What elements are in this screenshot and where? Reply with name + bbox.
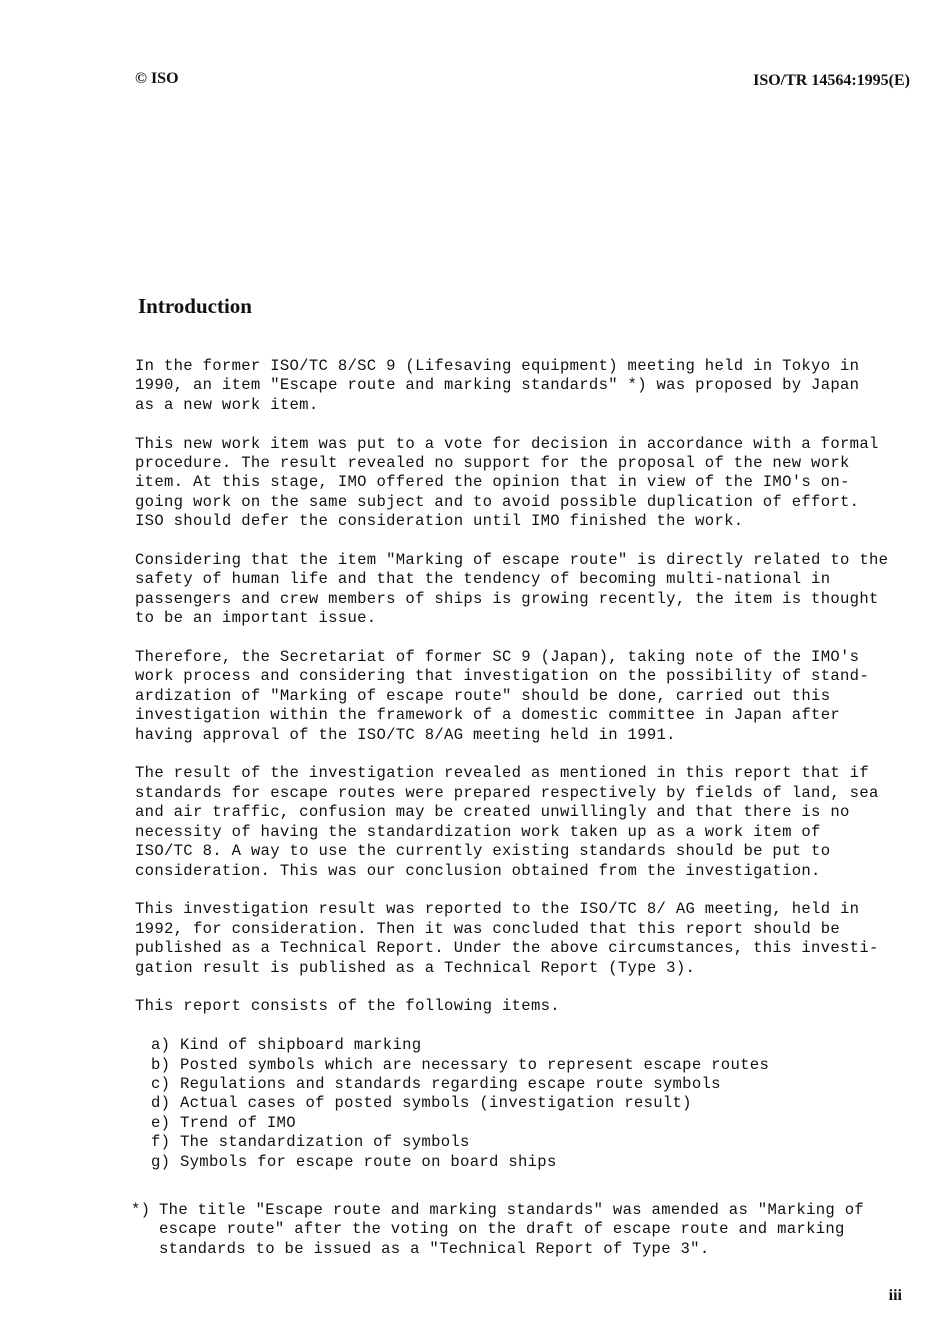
section-title: Introduction (138, 294, 252, 318)
paragraph-1: In the former ISO/TC 8/SC 9 (Lifesaving equipment) meeting held in Tokyo in 1990, an item "Escape route and marking standards" *) was proposed by Japan as a new work item. (135, 357, 860, 414)
header-copyright: © ISO (135, 70, 179, 87)
list-item: d) Actual cases of posted symbols (investigation result) (151, 1094, 692, 1113)
paragraph-4: Therefore, the Secretariat of former SC 9 (Japan), taking note of the IMO's work process and considering that investigation on the possibility of stand- ardization of "Marking of escape route" should be done, carried out this investigation within the framework of a domestic committee in Japan after having approval of the ISO/TC 8/AG meeting held in 1991. (135, 648, 869, 744)
list-item: a) Kind of shipboard marking (151, 1036, 422, 1055)
header-document-number: ISO/TR 14564:1995(E) (753, 72, 910, 89)
introduction-body (135, 357, 925, 1191)
list-item: f) The standardization of symbols (151, 1133, 470, 1152)
paragraph-2: This new work item was put to a vote for decision in accordance with a formal procedure. The result revealed no support for the proposal of the new work item. At this stage, IMO offered the opinion that in view of the IMO's on- going work on the same subject and to avoid possible duplication of effort. ISO should defer the consideration until IMO finished the work. (135, 434, 879, 531)
list-item: e) Trend of IMO (151, 1113, 296, 1132)
paragraph-5: The result of the investigation revealed as mentioned in this report that if standards for escape routes were prepared respectively by fields of land, sea and air traffic, confusion may be created unwillingly and that there is no necessity of having the standardization work taken up as a work item of ISO/TC 8. A way to use the currently existing standards should be put to consideration. This was our conclusion obtained from the investigation. (135, 764, 879, 880)
list-item: c) Regulations and standards regarding escape route symbols (151, 1074, 721, 1093)
page-number: iii (888, 1287, 902, 1304)
report-items-list (151, 1036, 925, 1172)
list-item: b) Posted symbols which are necessary to represent escape routes (151, 1055, 770, 1074)
paragraph-6: This investigation result was reported to the ISO/TC 8/ AG meeting, held in 1992, for consideration. Then it was concluded that this report should be published as a Technical Report. Under the above circumstances, this investi- gation result is published as a Technical Report (Type 3). (135, 900, 879, 977)
footnote-mark: *) (131, 1201, 151, 1219)
paragraph-3: Considering that the item "Marking of escape route" is directly related to the safety of human life and that the tendency of becoming multi-national in passengers and crew members of ships is growing recently, the item is thought to be an important issue. (135, 551, 889, 628)
footnote (131, 1201, 921, 1259)
list-item: g) Symbols for escape route on board ships (151, 1152, 557, 1171)
footnote-text: The title "Escape route and marking standards" was amended as "Marking of escape route" after the voting on the draft of escape route and marking standards to be issued as a "Technical Report of Type 3". (159, 1201, 865, 1258)
paragraph-7: This report consists of the following items. (135, 997, 560, 1016)
